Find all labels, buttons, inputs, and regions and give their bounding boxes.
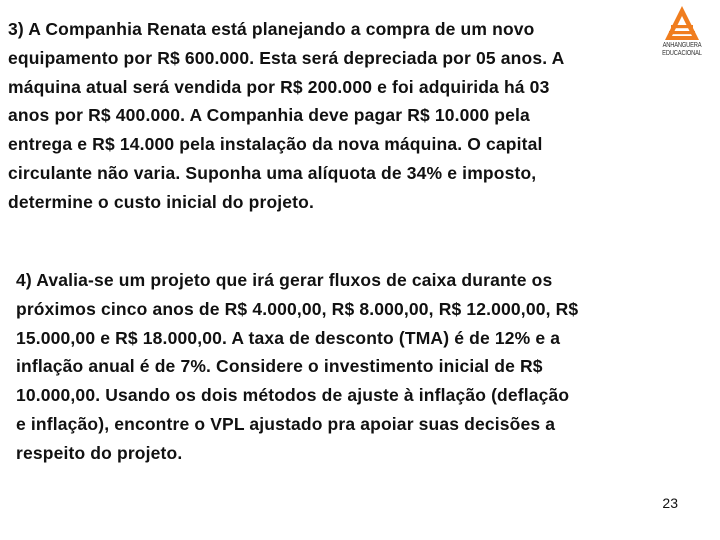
problem-3-line: máquina atual será vendida por R$ 200.000 e foi adquirida há 03 [8, 76, 550, 97]
problem-4-text [16, 266, 578, 468]
problem-3-line: anos por R$ 400.000. A Companhia deve pagar R$ 10.000 pela [8, 105, 530, 126]
logo-wordmark-line: EDUCACIONAL [662, 49, 702, 57]
problem-3-line: 3) A Companhia Renata está planejando a compra de um novo [8, 19, 535, 39]
problem-3-text [8, 15, 564, 217]
problem-3-line: determine o custo inicial do projeto. [8, 191, 315, 212]
problem-4-line: e inflação), encontre o VPL ajustado pra apoiar suas decisões a [16, 413, 556, 434]
problem-4-line: 4) Avalia-se um projeto que irá gerar fluxos de caixa durante os [16, 270, 553, 290]
logo-wordmark-line: ANHANGUERA [662, 42, 702, 49]
problem-4-line: inflação anual é de 7%. Considere o investimento inicial de R$ [16, 356, 543, 377]
page-number: 23 [662, 495, 678, 511]
problem-4-line: próximos cinco anos de R$ 4.000,00, R$ 8.000,00, R$ 12.000,00, R$ [16, 298, 579, 319]
problem-3-line: equipamento por R$ 600.000. Esta será depreciada por 05 anos. A [8, 47, 565, 68]
anhanguera-triangle-icon [663, 4, 701, 42]
problem-4-line: respeito do projeto. [16, 442, 183, 463]
logo-wordmark [657, 42, 706, 57]
problem-3-line: entrega e R$ 14.000 pela instalação da nova máquina. O capital [8, 134, 543, 155]
problem-4-line: 10.000,00. Usando os dois métodos de ajuste à inflação (deflação [16, 385, 570, 406]
problem-3-line: circulante não varia. Suponha uma alíquota de 34% e imposto, [8, 162, 537, 183]
anhanguera-logo [652, 4, 712, 57]
problem-4-line: 15.000,00 e R$ 18.000,00. A taxa de desconto (TMA) é de 12% e a [16, 327, 561, 348]
